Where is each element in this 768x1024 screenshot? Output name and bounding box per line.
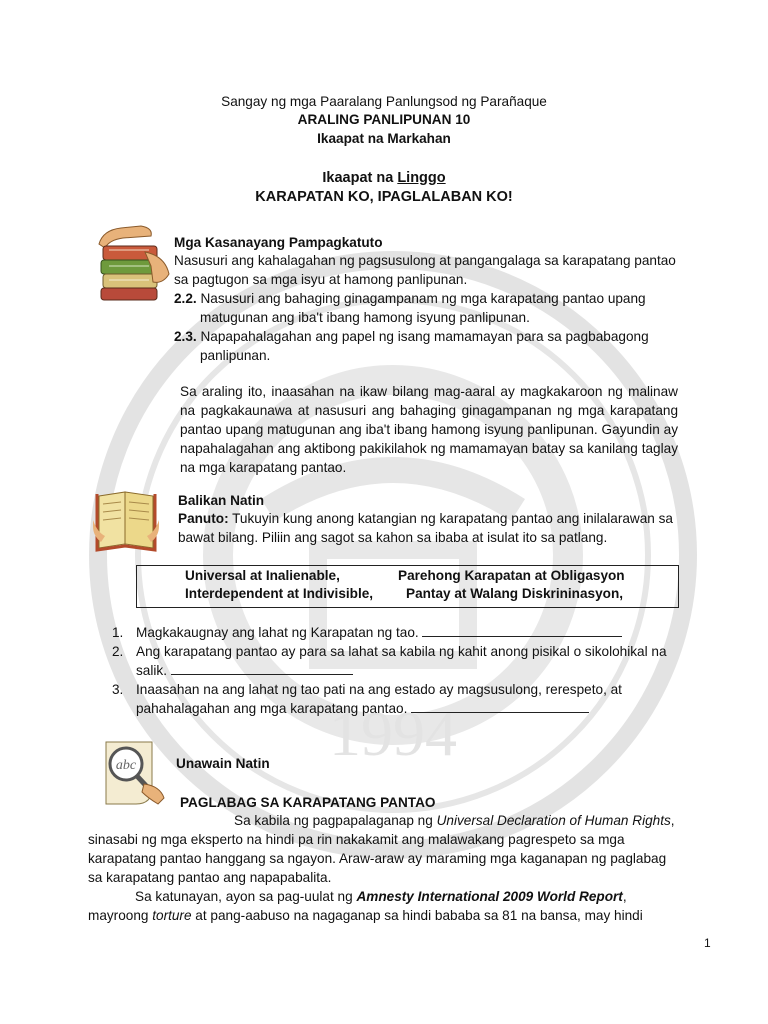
p1-end: , bbox=[670, 813, 675, 828]
balikan-heading: Balikan Natin bbox=[178, 493, 265, 508]
choice-pantay: Pantay at Walang Diskrininasyon, bbox=[406, 586, 624, 601]
choice-interdependent: Interdependent at Indivisible, bbox=[185, 586, 374, 601]
intro-paragraph: Sa araling ito, inaasahan na ikaw bilang mag-aaral ay magkakaroon ng malinaw na pagkakaunawa at nasusuri ang bahaging ginagampanan ng mga karapatang pantao upang matugunan ang iba't ibang hamong isyung panlipunan. Gayundin ay napahalagahan ang aktibong pakikilahok ng mamamayan batay sa kanilang taglay na mga karapatang pantao. bbox=[180, 384, 678, 475]
p1-start: Sa kabila ng pagpapalaganap ng bbox=[234, 813, 437, 828]
competency-item-1-number: 2.2. bbox=[174, 291, 197, 306]
division-name: Sangay ng mga Paaralang Panlungsod ng Parañaque bbox=[221, 94, 547, 109]
question-2-number: 2. bbox=[112, 644, 124, 659]
answer-blank-2[interactable] bbox=[171, 662, 353, 675]
competencies-intro-line2: sa pagtugon sa mga isyu at hamong panlipunan. bbox=[174, 272, 468, 287]
question-2-line2 bbox=[136, 661, 694, 680]
unawain-heading: Unawain Natin bbox=[176, 756, 270, 771]
answer-blank-3[interactable] bbox=[411, 700, 589, 713]
question-3-text-end: pahahalagahan ang mga karapatang pantao. bbox=[136, 701, 408, 716]
torture-italic: torture bbox=[152, 908, 192, 923]
week-word: Linggo bbox=[397, 170, 446, 186]
panuto-text: Tukuyin kung anong katangian ng karapatang pantao ang inilalarawan sa bbox=[228, 511, 673, 526]
choices-box bbox=[136, 565, 679, 608]
p2-l2-end: at pang-aabuso na nagaganap sa hindi bababa sa 81 na bansa, may hindi bbox=[191, 908, 643, 923]
paragraph-2-line1 bbox=[135, 887, 678, 906]
question-1-number: 1. bbox=[112, 625, 124, 640]
subject-title: ARALING PANLIPUNAN 10 bbox=[297, 112, 471, 127]
paragraph-1-line1 bbox=[234, 811, 675, 830]
question-2-text-end: salik. bbox=[136, 663, 167, 678]
panuto-label: Panuto: bbox=[178, 511, 229, 526]
svg-text:abc: abc bbox=[115, 758, 137, 773]
seal-year: 1994 bbox=[329, 698, 457, 769]
question-3-number: 3. bbox=[112, 682, 124, 697]
question-1-text: Magkakaugnay ang lahat ng Karapatan ng tao. bbox=[136, 625, 419, 640]
p2-start: Sa katunayan, ayon sa pag-uulat ng bbox=[135, 889, 357, 904]
lesson-title: KARAPATAN KO, IPAGLALABAN KO! bbox=[255, 189, 513, 205]
page-number: 1 bbox=[704, 936, 711, 950]
week-prefix: Ikaapat na bbox=[322, 170, 394, 186]
competency-item-2-line2: panlipunan. bbox=[200, 348, 271, 363]
p2-end: , bbox=[622, 889, 627, 904]
competency-item-2-text: Napapahalagahan ang papel ng isang mamamayan para sa pagbabagong bbox=[200, 329, 649, 344]
competency-item-1-line2: matugunan ang iba't ibang hamong isyung panlipunan. bbox=[200, 310, 530, 325]
paragraph-1-line3: karapatang pantao hanggang sa ngayon. Araw-araw ay maraming mga kaganapan ng paglabag bbox=[88, 851, 667, 866]
panuto-line2: bawat bilang. Piliin ang sagot sa kahon sa ibaba at isulat ito sa patlang. bbox=[178, 530, 608, 545]
competency-item-2-number: 2.3. bbox=[174, 329, 197, 344]
competencies-intro-line1: Nasusuri ang kahalagahan ng pagsusulong at pangangalaga sa karapatang pantao bbox=[174, 253, 676, 268]
panuto-line1 bbox=[178, 509, 673, 528]
p2-l2-start: mayroong bbox=[88, 908, 153, 923]
question-3-text: Inaasahan na ang lahat ng tao pati na ang estado ay magsusulong, rerespeto, at bbox=[136, 682, 622, 697]
amnesty-report: Amnesty International 2009 World Report bbox=[356, 889, 623, 904]
competencies-heading: Mga Kasanayang Pampagkatuto bbox=[174, 235, 383, 250]
competency-item-1-text: Nasusuri ang bahaging ginagampanam ng mga karapatang pantao upang bbox=[200, 291, 646, 306]
paragraph-1-line4: sa karapatang pantao ang napapabalita. bbox=[88, 870, 332, 885]
answer-blank-1[interactable] bbox=[422, 624, 622, 637]
choice-parehong: Parehong Karapatan at Obligasyon bbox=[398, 568, 625, 583]
udhr-italic: Universal Declaration of Human Rights bbox=[436, 813, 671, 828]
magnifier-icon bbox=[100, 738, 166, 808]
choice-universal: Universal at Inalienable, bbox=[185, 568, 340, 583]
quarter-title: Ikaapat na Markahan bbox=[317, 131, 451, 146]
question-3-line2 bbox=[136, 699, 694, 718]
question-1 bbox=[136, 623, 694, 642]
competency-item-1 bbox=[174, 289, 646, 308]
paragraph-1-line2: sinasabi ng mga eksperto na hindi pa rin nakakamit ang malawakang pagrespeto sa mga bbox=[88, 832, 625, 847]
competency-item-2 bbox=[174, 327, 649, 346]
paragraph-2-line2 bbox=[88, 906, 678, 925]
week-title bbox=[0, 169, 768, 188]
section-title: PAGLABAG SA KARAPATANG PANTAO bbox=[180, 795, 436, 810]
open-book-icon bbox=[93, 480, 159, 552]
books-icon bbox=[93, 222, 173, 304]
question-2-text: Ang karapatang pantao ay para sa lahat sa kabila ng kahit anong pisikal o sikolohikal na bbox=[136, 644, 667, 659]
